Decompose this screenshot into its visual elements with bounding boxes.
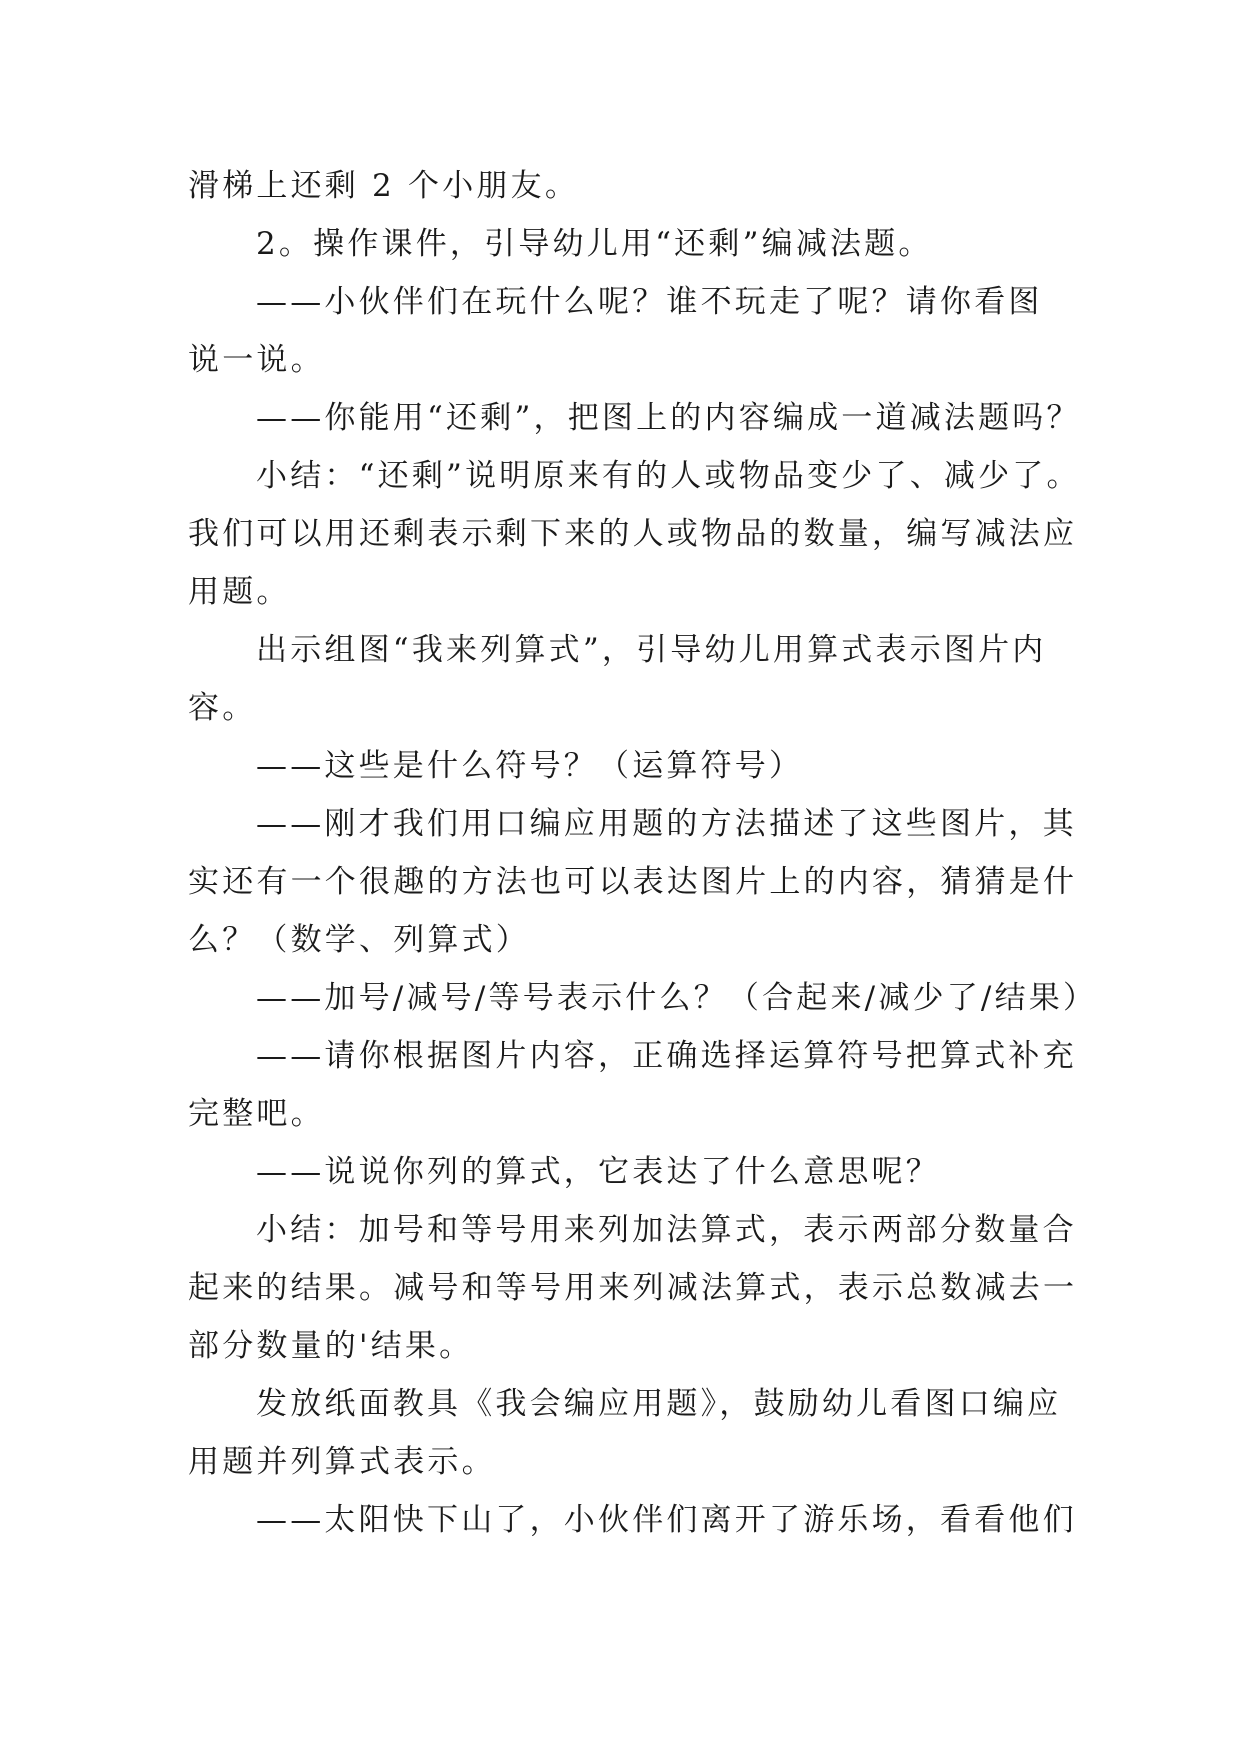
text-line: ——请你根据图片内容，正确选择运算符号把算式补充	[256, 1038, 1077, 1074]
text-line: 小结：“还剩”说明原来有的人或物品变少了、减少了。	[256, 458, 1081, 494]
text-line: 用题并列算式表示。	[188, 1444, 496, 1480]
text-line: 用题。	[188, 574, 291, 610]
text-line: 说一说。	[188, 342, 325, 378]
text-line: 我们可以用还剩表示剩下来的人或物品的数量，编写减法应	[188, 516, 1078, 552]
text-line: ——小伙伴们在玩什么呢？谁不玩走了呢？请你看图	[256, 284, 1043, 320]
text-line: ——太阳快下山了，小伙伴们离开了游乐场，看看他们	[256, 1502, 1077, 1538]
text-line: 容。	[188, 690, 257, 726]
text-line: 么？（数学、列算式）	[188, 922, 530, 958]
text-line: 完整吧。	[188, 1096, 325, 1132]
text-line: 滑梯上还剩 2 个小朋友。	[188, 168, 580, 204]
text-line: 出示组图“我来列算式”，引导幼儿用算式表示图片内	[256, 632, 1047, 668]
text-line: ——刚才我们用口编应用题的方法描述了这些图片，其	[256, 806, 1077, 842]
text-line: ——加号/减号/等号表示什么？（合起来/减少了/结果）	[256, 980, 1098, 1016]
text-line: ——说说你列的算式，它表达了什么意思呢？	[256, 1154, 940, 1190]
text-line: ——你能用“还剩”，把图上的内容编成一道减法题吗？	[256, 400, 1081, 436]
text-line: 小结：加号和等号用来列加法算式，表示两部分数量合	[256, 1212, 1077, 1248]
text-line: 发放纸面教具《我会编应用题》，鼓励幼儿看图口编应	[256, 1386, 1062, 1422]
text-line: 起来的结果。减号和等号用来列减法算式，表示总数减去一	[188, 1270, 1078, 1306]
text-line: 2。操作课件，引导幼儿用“还剩”编减法题。	[256, 226, 933, 262]
text-line: 实还有一个很趣的方法也可以表达图片上的内容，猜猜是什	[188, 864, 1078, 900]
text-line: ——这些是什么符号？（运算符号）	[256, 748, 804, 784]
text-line: 部分数量的'结果。	[188, 1328, 474, 1364]
